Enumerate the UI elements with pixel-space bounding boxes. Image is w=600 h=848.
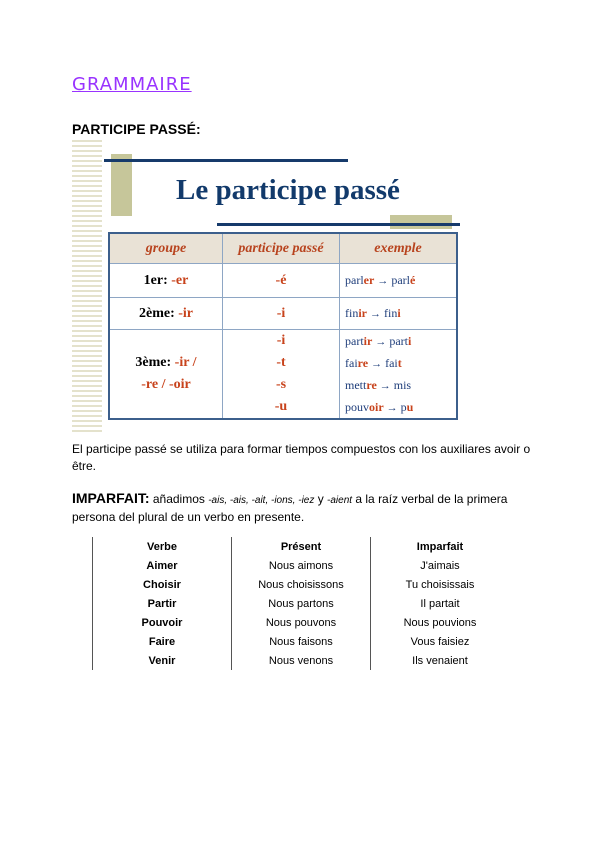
- section-title-participe: PARTICIPE PASSÉ:: [72, 121, 201, 137]
- table-header-row: Verbe Présent Imparfait: [93, 537, 510, 556]
- decor-line-bottom: [217, 223, 460, 226]
- page-heading[interactable]: GRAMMAIRE: [72, 74, 192, 95]
- decor-bar-right: [390, 215, 452, 229]
- table-row: Faire Nous faisons Vous faisiez: [93, 632, 510, 651]
- group-cell: 3ème: -ir / -re / -oir: [109, 330, 223, 420]
- table-row: Pouvoir Nous pouvons Nous pouvions: [93, 613, 510, 632]
- ending-cell: -é: [223, 264, 340, 298]
- table-row: [109, 264, 457, 298]
- table-row: Venir Nous venons Ils venaient: [93, 651, 510, 670]
- table-header-row: [109, 233, 457, 264]
- arrow-icon: →: [371, 358, 383, 370]
- participe-passe-figure: [72, 140, 464, 432]
- group-cell: 1er: -er: [109, 264, 223, 298]
- ending-cell: -i: [223, 298, 340, 330]
- group-cell: 2ème: -ir: [109, 298, 223, 330]
- example-cell: partir → parti faire → fait mettre → mis pouvoir → pu: [340, 330, 458, 420]
- participe-paragraph: El participe passé se utiliza para formar tiempos compuestos con los auxiliares avoir o être.: [72, 442, 531, 473]
- decor-line-top: [104, 159, 348, 162]
- figure-title: Le participe passé: [176, 174, 400, 206]
- ending-cell: -i -t -s -u: [223, 330, 340, 420]
- table-row: Aimer Nous aimons J'aimais: [93, 556, 510, 575]
- table-row: Choisir Nous choisissons Tu choisissais: [93, 575, 510, 594]
- table-row: [109, 330, 457, 420]
- arrow-icon: →: [379, 380, 391, 392]
- imparfait-table: [92, 537, 509, 670]
- header-participe: participe passé: [223, 233, 340, 264]
- example-cell: finir → fini: [340, 298, 458, 330]
- arrow-icon: →: [370, 308, 382, 320]
- imparfait-title: IMPARFAIT:: [72, 490, 150, 506]
- arrow-icon: →: [375, 336, 387, 348]
- arrow-icon: →: [377, 275, 389, 287]
- table-row: Partir Nous partons Il partait: [93, 594, 510, 613]
- header-groupe: groupe: [109, 233, 223, 264]
- striped-decoration: [72, 140, 102, 432]
- example-cell: parler → parlé: [340, 264, 458, 298]
- table-row: [109, 298, 457, 330]
- arrow-icon: →: [386, 402, 398, 414]
- header-exemple: exemple: [340, 233, 458, 264]
- participe-table: [108, 232, 458, 420]
- imparfait-paragraph: IMPARFAIT: añadimos -ais, -ais, -ait, -ions, -iez y -aient a la raíz verbal de la primera persona del plural de un verbo en presente.: [72, 490, 508, 524]
- decor-bar-left: [111, 154, 132, 216]
